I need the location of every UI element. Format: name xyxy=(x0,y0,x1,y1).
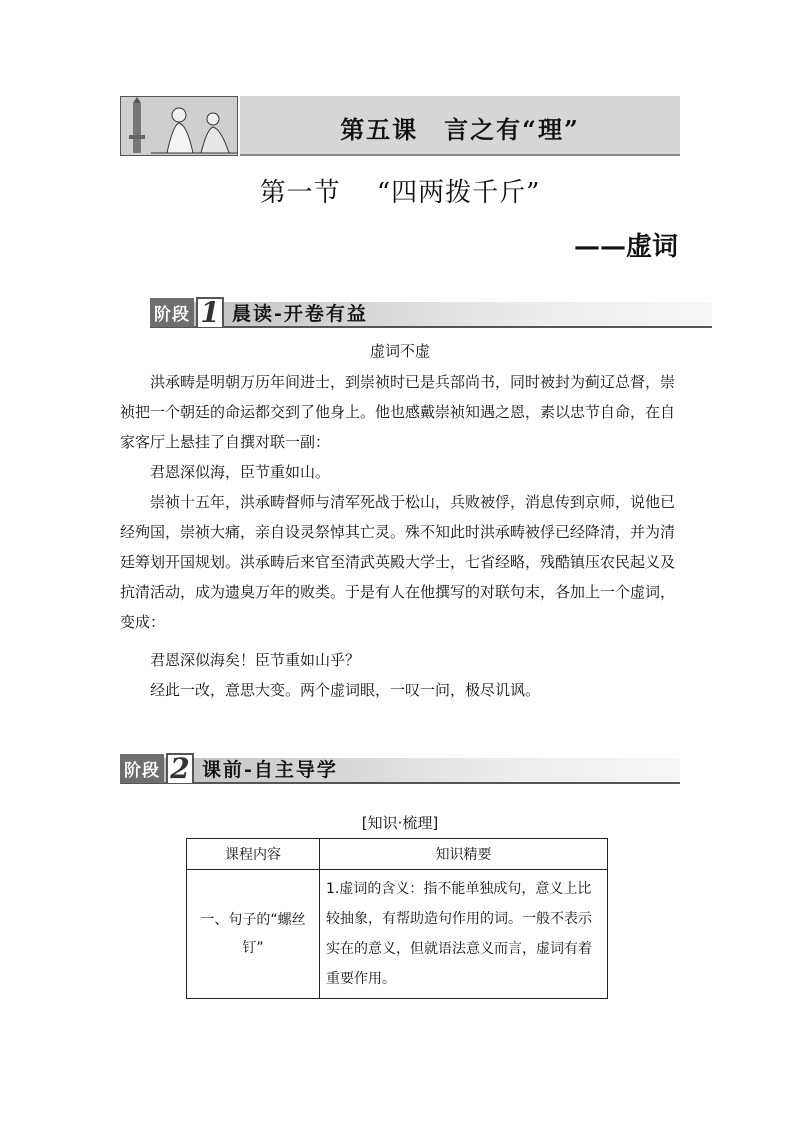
reading-paragraph-4: 君恩深似海矣！臣节重如山乎？ xyxy=(150,651,361,669)
rocket-and-scholars-image xyxy=(121,97,238,156)
banner-illustration xyxy=(120,96,238,156)
table-row xyxy=(187,870,608,999)
section-subtitle: ——虚词 xyxy=(573,232,678,262)
section-title: 第一节 “四两拨千斤” xyxy=(259,178,541,208)
table-header-row xyxy=(187,839,608,870)
stage-1-title: 晨读-开卷有益 xyxy=(232,302,368,325)
stage-2-header xyxy=(120,754,680,784)
lesson-banner xyxy=(120,96,680,156)
knowledge-table xyxy=(186,838,608,999)
reading-paragraph-5: 经此一改，意思大变。两个虚词眼，一叹一问，极尽讥讽。 xyxy=(150,681,541,699)
stage-2-label: 阶段 xyxy=(120,754,164,783)
table-header-essence: 知识精要 xyxy=(320,839,608,870)
reading-paragraph-1: 洪承畴是明朝万历年间进士，到崇祯时已是兵部尚书，同时被封为蓟辽总督，崇祯把一个朝廷的命运都交到了他身上。他也感戴崇祯知遇之恩，素以忠节自命，在自家客厅上悬挂了自撰对联一副： xyxy=(120,373,676,451)
stage-1-number: 1 xyxy=(196,297,224,327)
banner-bar xyxy=(240,96,680,156)
stage-1-header xyxy=(150,298,712,328)
table-cell-content: 一、句子的“螺丝钉” xyxy=(187,870,320,999)
reading-paragraph-3: 崇祯十五年，洪承畴督师与清军死战于松山，兵败被俘，消息传到京师，说他已经殉国，崇祯大痛，亲自设灵祭悼其亡灵。殊不知此时洪承畴被俘已经降清，并为清廷筹划开国规划。洪承畴后来官至清武英殿大学士，七省经略，残酷镇压农民起义及抗清活动，成为遗臭万年的败类。于是有人在他撰写的对联句末，各加上一个虚词，变成： xyxy=(120,493,676,631)
stage-2-title: 课前-自主导学 xyxy=(202,758,338,781)
stage-1-label: 阶段 xyxy=(150,298,194,327)
stage-2-number: 2 xyxy=(166,753,194,783)
table-cell-essence: 1.虚词的含义：指不能单独成句，意义上比较抽象，有帮助造句作用的词。一般不表示实在的意义，但就语法意义而言，虚词有着重要作用。 xyxy=(320,870,608,999)
table-header-content: 课程内容 xyxy=(187,839,320,870)
reading-paragraph-2: 君恩深似海，臣节重如山。 xyxy=(150,463,331,481)
knowledge-caption: [知识·梳理] xyxy=(361,814,439,832)
reading-title: 虚词不虚 xyxy=(369,342,430,360)
lesson-title: 第五课 言之有“理” xyxy=(340,115,580,144)
